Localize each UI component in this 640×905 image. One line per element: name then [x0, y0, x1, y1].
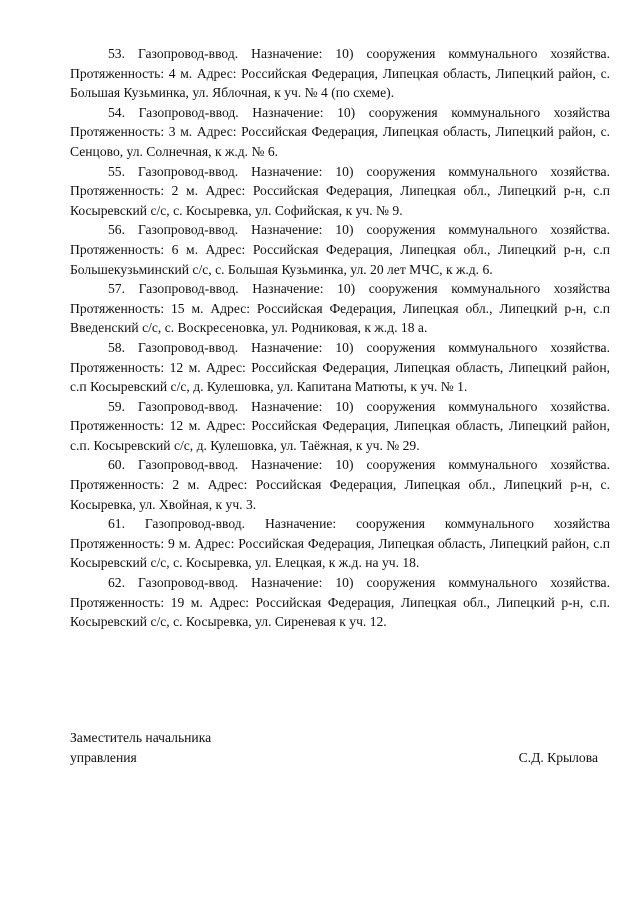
- signature-row: [70, 748, 598, 768]
- list-item: 54. Газопровод-ввод. Назначение: 10) сооружения коммунального хозяйства Протяженность: 3 м. Адрес: Российская Федерация, Липецкая область, Липецкий район, с. Сенцово, ул. Солнечная, к ж.д. № 6.: [70, 104, 610, 159]
- list-item: 55. Газопровод-ввод. Назначение: 10) сооружения коммунального хозяйства. Протяженность: 2 м. Адрес: Российская Федерация, Липецкая обл., Липецкий р-н, с.п Косыревский с/с, с. Косыревка, ул. Софийская, к уч. № 9.: [70, 163, 610, 218]
- list-item: 56. Газопровод-ввод. Назначение: 10) сооружения коммунального хозяйства. Протяженность: 6 м. Адрес: Российская Федерация, Липецкая обл., Липецкий р-н, с.п Большекузьминский с/с, с. Большая Кузьминка, ул. 20 лет МЧС, к ж.д. 6.: [70, 222, 610, 277]
- list-item: 59. Газопровод-ввод. Назначение: 10) сооружения коммунального хозяйства. Протяженность: 12 м. Адрес: Российская Федерация, Липецкая область, Липецкий район, с.п. Косыревский с/с, д. Кулешовка, ул. Таёжная, к уч. № 29.: [70, 398, 610, 453]
- list-item: 62. Газопровод-ввод. Назначение: 10) сооружения коммунального хозяйства. Протяженность: 19 м. Адрес: Российская Федерация, Липецкая обл., Липецкий р-н, с.п. Косыревский с/с, с. Косыревка, ул. Сиреневая к уч. 12.: [70, 575, 610, 630]
- list-item: 53. Газопровод-ввод. Назначение: 10) сооружения коммунального хозяйства. Протяженность: 4 м. Адрес: Российская Федерация, Липецкая область, Липецкий район, с. Большая Кузьминка, ул. Яблочная, к уч. № 4 (по схеме).: [70, 46, 610, 101]
- signature-block: [70, 728, 598, 767]
- signatory-title-line-1: Заместитель начальника: [70, 730, 212, 745]
- list-item: 60. Газопровод-ввод. Назначение: 10) сооружения коммунального хозяйства. Протяженность: 2 м. Адрес: Российская Федерация, Липецкая обл., Липецкий р-н, с. Косыревка, ул. Хвойная, к уч. 3.: [70, 457, 610, 512]
- signatory-name: С.Д. Крылова: [518, 749, 598, 765]
- signatory-title-line-2: управления: [70, 749, 137, 765]
- list-item: 61. Газопровод-ввод. Назначение: сооружения коммунального хозяйства Протяженность: 9 м. Адрес: Российская Федерация, Липецкая область, Липецкий район, с.п Косыревский с/с, с. Косыревка, ул. Елецкая, к ж.д. на уч. 18.: [70, 516, 610, 571]
- list-item: 57. Газопровод-ввод. Назначение: 10) сооружения коммунального хозяйства Протяженность: 15 м. Адрес: Российская Федерация, Липецкая обл., Липецкий р-н, с.п Введенский с/с, с. Воскресеновка, ул. Родниковая, к ж.д. 18 а.: [70, 281, 610, 336]
- list-item: 58. Газопровод-ввод. Назначение: 10) сооружения коммунального хозяйства. Протяженность: 12 м. Адрес: Российская Федерация, Липецкая область, Липецкий район, с.п Косыревский с/с, д. Кулешовка, ул. Капитана Матюты, к уч. № 1.: [70, 339, 610, 395]
- items-list: [70, 44, 610, 632]
